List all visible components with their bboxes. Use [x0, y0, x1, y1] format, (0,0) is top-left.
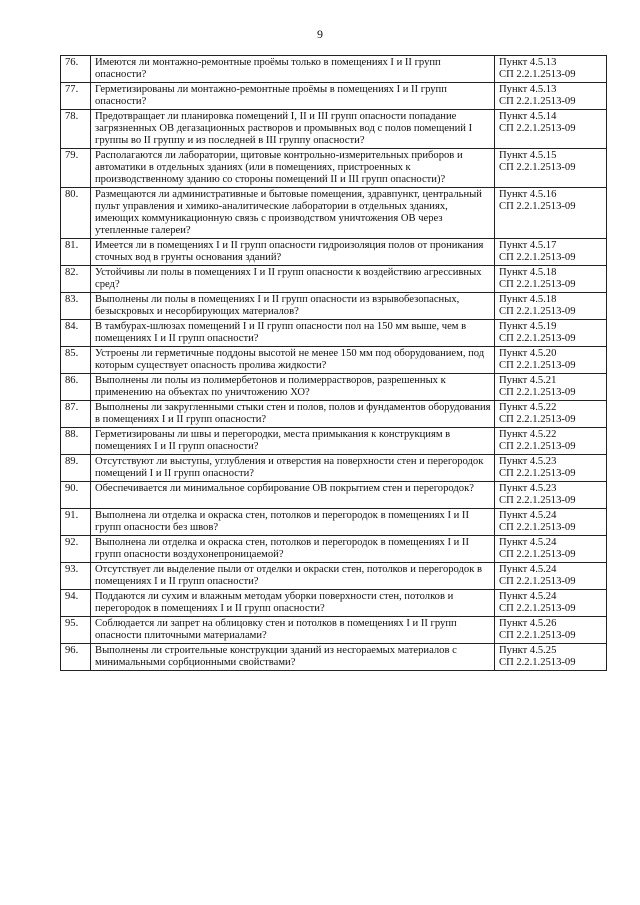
regulation-reference — [495, 149, 607, 188]
requirement-question: Выполнены ли строительные конструкции зданий из несгораемых материалов с минимальными сорбционными свойствами? — [91, 644, 495, 671]
reference-document: СП 2.2.1.2513-09 — [499, 657, 576, 668]
requirement-question: Имеются ли монтажно-ремонтные проёмы только в помещениях I и II групп опасности? — [91, 56, 495, 83]
regulation-reference — [495, 188, 607, 239]
reference-document: СП 2.2.1.2513-09 — [499, 306, 576, 317]
table-row — [61, 644, 607, 671]
requirement-question: Герметизированы ли швы и перегородки, места примыкания к конструкциям в помещениях I и II групп опасности? — [91, 428, 495, 455]
regulation-reference — [495, 110, 607, 149]
reference-point: Пункт 4.5.26 — [499, 618, 557, 629]
requirement-question: Поддаются ли сухим и влажным методам уборки поверхности стен, потолков и перегородок в помещениях I и II групп опасности? — [91, 590, 495, 617]
reference-document: СП 2.2.1.2513-09 — [499, 123, 576, 134]
requirement-question: Выполнены ли полы в помещениях I и II групп опасности из взрывобезопасных, безыскровых и несорбирующих материалов? — [91, 293, 495, 320]
table-row — [61, 149, 607, 188]
row-number: 86. — [61, 374, 91, 401]
requirement-question: Отсутствует ли выделение пыли от отделки и окраски стен, потолков и перегородок в помещениях I и II групп опасности? — [91, 563, 495, 590]
reference-document: СП 2.2.1.2513-09 — [499, 162, 576, 173]
table-row — [61, 536, 607, 563]
requirement-question: Предотвращает ли планировка помещений I, II и III групп опасности попадание загрязненных ОВ дегазационных растворов и промывных вод с полов помещений I группы во II группу и из последней в III группу опасности? — [91, 110, 495, 149]
reference-point: Пункт 4.5.22 — [499, 402, 557, 413]
reference-point: Пункт 4.5.23 — [499, 483, 557, 494]
reference-document: СП 2.2.1.2513-09 — [499, 96, 576, 107]
reference-point: Пункт 4.5.23 — [499, 456, 557, 467]
reference-point: Пункт 4.5.20 — [499, 348, 557, 359]
requirement-question: Располагаются ли лаборатории, щитовые контрольно-измерительных приборов и автоматики в отдельных зданиях (или в помещениях, пристроенных к производственному зданию со стороны помещений II и III групп опасности)? — [91, 149, 495, 188]
regulation-reference — [495, 644, 607, 671]
requirement-question: Отсутствуют ли выступы, углубления и отверстия на поверхности стен и перегородок помещений I и II групп опасности? — [91, 455, 495, 482]
reference-point: Пункт 4.5.18 — [499, 267, 557, 278]
table-row — [61, 482, 607, 509]
regulation-reference — [495, 83, 607, 110]
reference-point: Пункт 4.5.13 — [499, 84, 557, 95]
reference-document: СП 2.2.1.2513-09 — [499, 387, 576, 398]
row-number: 93. — [61, 563, 91, 590]
reference-point: Пункт 4.5.19 — [499, 321, 557, 332]
reference-point: Пункт 4.5.18 — [499, 294, 557, 305]
reference-document: СП 2.2.1.2513-09 — [499, 630, 576, 641]
table-row — [61, 239, 607, 266]
reference-point: Пункт 4.5.24 — [499, 510, 557, 521]
row-number: 81. — [61, 239, 91, 266]
table-row — [61, 188, 607, 239]
reference-document: СП 2.2.1.2513-09 — [499, 360, 576, 371]
table-row — [61, 83, 607, 110]
reference-document: СП 2.2.1.2513-09 — [499, 252, 576, 263]
table-row — [61, 509, 607, 536]
row-number: 79. — [61, 149, 91, 188]
row-number: 85. — [61, 347, 91, 374]
row-number: 87. — [61, 401, 91, 428]
regulation-reference — [495, 428, 607, 455]
reference-point: Пункт 4.5.13 — [499, 57, 557, 68]
row-number: 95. — [61, 617, 91, 644]
regulation-reference — [495, 617, 607, 644]
regulation-reference — [495, 563, 607, 590]
table-row — [61, 293, 607, 320]
reference-point: Пункт 4.5.21 — [499, 375, 557, 386]
regulation-reference — [495, 320, 607, 347]
reference-document: СП 2.2.1.2513-09 — [499, 603, 576, 614]
checklist-rows — [61, 56, 607, 671]
requirement-question: Соблюдается ли запрет на облицовку стен и потолков в помещениях I и II групп опасности плиточными материалами? — [91, 617, 495, 644]
reference-document: СП 2.2.1.2513-09 — [499, 468, 576, 479]
regulation-reference — [495, 455, 607, 482]
requirement-question: Размещаются ли административные и бытовые помещения, здравпункт, центральный пульт управления и химико-аналитические лаборатории в отдельных зданиях, имеющих коммуникационную связь с производством уничтожения ОВ через утепленные галереи? — [91, 188, 495, 239]
row-number: 78. — [61, 110, 91, 149]
table-row — [61, 590, 607, 617]
table-row — [61, 401, 607, 428]
requirement-question: В тамбурах-шлюзах помещений I и II групп опасности пол на 150 мм выше, чем в помещениях I и II групп опасности? — [91, 320, 495, 347]
row-number: 94. — [61, 590, 91, 617]
reference-point: Пункт 4.5.24 — [499, 537, 557, 548]
reference-document: СП 2.2.1.2513-09 — [499, 576, 576, 587]
row-number: 77. — [61, 83, 91, 110]
page-number: 9 — [317, 27, 323, 41]
reference-point: Пункт 4.5.25 — [499, 645, 557, 656]
checklist-table — [60, 55, 607, 671]
row-number: 88. — [61, 428, 91, 455]
regulation-reference — [495, 509, 607, 536]
reference-document: СП 2.2.1.2513-09 — [499, 279, 576, 290]
row-number: 91. — [61, 509, 91, 536]
requirement-question: Имеется ли в помещениях I и II групп опасности гидроизоляция полов от проникания сточных вод в грунты основания зданий? — [91, 239, 495, 266]
reference-point: Пункт 4.5.15 — [499, 150, 557, 161]
regulation-reference — [495, 590, 607, 617]
reference-document: СП 2.2.1.2513-09 — [499, 522, 576, 533]
requirement-question: Устроены ли герметичные поддоны высотой не менее 150 мм под оборудованием, под которым существует опасность пролива жидкости? — [91, 347, 495, 374]
row-number: 92. — [61, 536, 91, 563]
requirement-question: Выполнены ли полы из полимербетонов и полимеррастворов, разрешенных к применению на объектах по уничтожению ХО? — [91, 374, 495, 401]
table-row — [61, 110, 607, 149]
row-number: 76. — [61, 56, 91, 83]
requirement-question: Выполнена ли отделка и окраска стен, потолков и перегородок в помещениях I и II групп опасности без швов? — [91, 509, 495, 536]
regulation-reference — [495, 401, 607, 428]
regulation-reference — [495, 536, 607, 563]
reference-document: СП 2.2.1.2513-09 — [499, 201, 576, 212]
reference-document: СП 2.2.1.2513-09 — [499, 549, 576, 560]
table-row — [61, 563, 607, 590]
reference-point: Пункт 4.5.22 — [499, 429, 557, 440]
reference-document: СП 2.2.1.2513-09 — [499, 441, 576, 452]
row-number: 80. — [61, 188, 91, 239]
row-number: 96. — [61, 644, 91, 671]
reference-document: СП 2.2.1.2513-09 — [499, 414, 576, 425]
reference-document: СП 2.2.1.2513-09 — [499, 69, 576, 80]
table-row — [61, 455, 607, 482]
table-row — [61, 56, 607, 83]
regulation-reference — [495, 293, 607, 320]
regulation-reference — [495, 482, 607, 509]
reference-document: СП 2.2.1.2513-09 — [499, 333, 576, 344]
regulation-reference — [495, 239, 607, 266]
table-row — [61, 266, 607, 293]
requirement-question: Герметизированы ли монтажно-ремонтные проёмы в помещениях I и II групп опасности? — [91, 83, 495, 110]
reference-document: СП 2.2.1.2513-09 — [499, 495, 576, 506]
requirement-question: Выполнены ли закругленными стыки стен и полов, полов и фундаментов оборудования в помещениях I и II групп опасности? — [91, 401, 495, 428]
row-number: 89. — [61, 455, 91, 482]
regulation-reference — [495, 266, 607, 293]
requirement-question: Устойчивы ли полы в помещениях I и II групп опасности к воздействию агрессивных сред? — [91, 266, 495, 293]
reference-point: Пункт 4.5.24 — [499, 564, 557, 575]
table-row — [61, 617, 607, 644]
table-row — [61, 374, 607, 401]
regulation-reference — [495, 347, 607, 374]
regulation-reference — [495, 56, 607, 83]
requirement-question: Обеспечивается ли минимальное сорбирование ОВ покрытием стен и перегородок? — [91, 482, 495, 509]
reference-point: Пункт 4.5.17 — [499, 240, 557, 251]
regulation-reference — [495, 374, 607, 401]
table-row — [61, 428, 607, 455]
reference-point: Пункт 4.5.16 — [499, 189, 557, 200]
row-number: 82. — [61, 266, 91, 293]
reference-point: Пункт 4.5.14 — [499, 111, 557, 122]
reference-point: Пункт 4.5.24 — [499, 591, 557, 602]
row-number: 84. — [61, 320, 91, 347]
row-number: 83. — [61, 293, 91, 320]
requirement-question: Выполнена ли отделка и окраска стен, потолков и перегородок в помещениях I и II групп опасности воздухонепроницаемой? — [91, 536, 495, 563]
table-row — [61, 320, 607, 347]
table-row — [61, 347, 607, 374]
row-number: 90. — [61, 482, 91, 509]
